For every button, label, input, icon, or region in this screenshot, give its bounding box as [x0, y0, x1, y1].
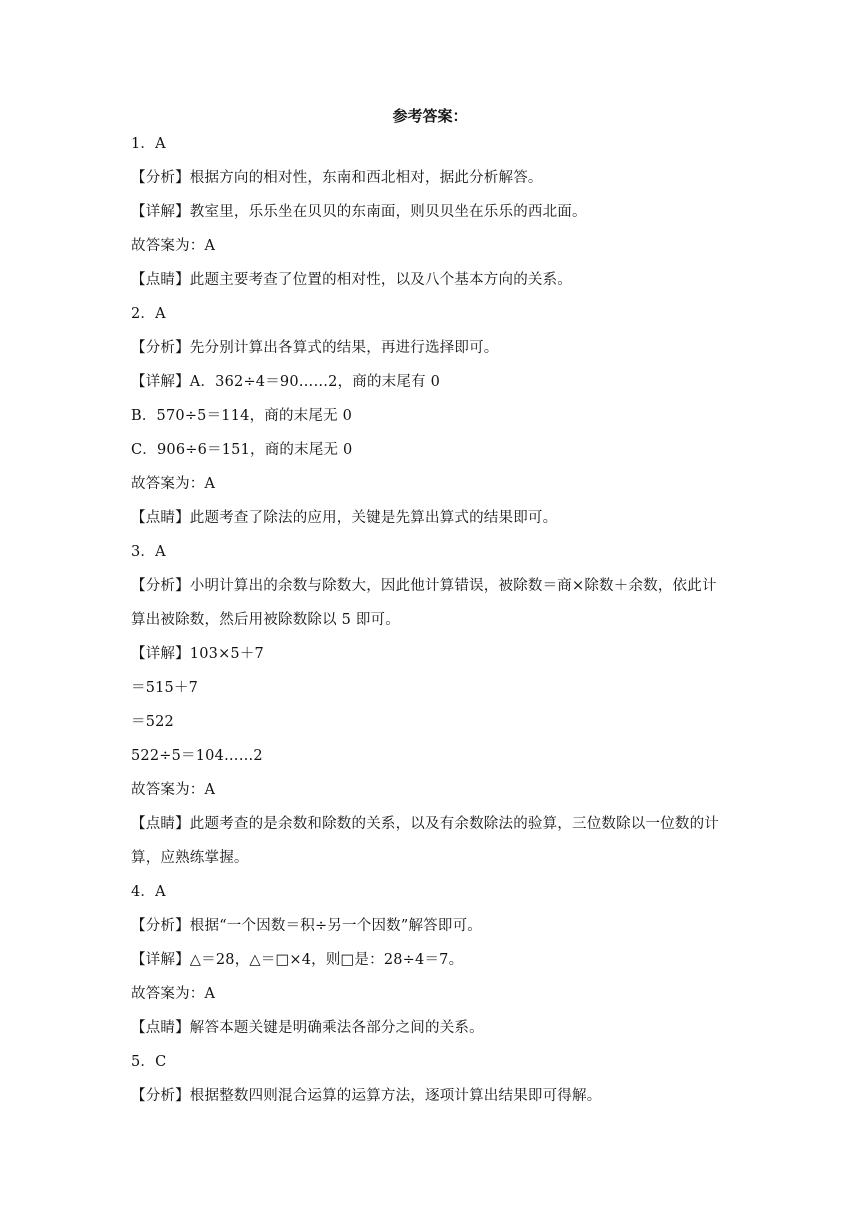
answer-line: 【详解】103×5＋7 — [131, 646, 264, 662]
answer-line: ＝522 — [131, 714, 174, 730]
answer-line: B．570÷5＝114，商的末尾无 0 — [131, 408, 353, 424]
answer-line: 4．A — [131, 884, 166, 900]
answer-line: 【分析】根据整数四则混合运算的运算方法，逐项计算出结果即可得解。 — [131, 1088, 602, 1104]
answer-line: 【点睛】解答本题关键是明确乘法各部分之间的关系。 — [131, 1020, 484, 1036]
answer-line: 算出被除数，然后用被除数除以 5 即可。 — [131, 612, 400, 628]
answer-line: 1．A — [131, 136, 166, 152]
answer-line: 【分析】先分别计算出各算式的结果，再进行选择即可。 — [131, 340, 499, 356]
answer-line: 2．A — [131, 306, 166, 322]
answer-line: 5．C — [131, 1054, 167, 1070]
answer-line: 【分析】根据方向的相对性，东南和西北相对，据此分析解答。 — [131, 170, 543, 186]
answer-line: 【分析】根据“一个因数＝积÷另一个因数”解答即可。 — [131, 918, 482, 934]
answer-line: ＝515＋7 — [131, 680, 199, 696]
answer-line: 故答案为：A — [131, 238, 216, 254]
answer-line: 【详解】教室里，乐乐坐在贝贝的东南面，则贝贝坐在乐乐的西北面。 — [131, 204, 587, 220]
answer-line: C．906÷6＝151，商的末尾无 0 — [131, 442, 353, 458]
page-title: 参考答案： — [392, 107, 468, 125]
answer-body — [131, 132, 741, 1118]
answer-line: 522÷5＝104……2 — [131, 748, 263, 764]
answer-line: 【点睛】此题考查的是余数和除数的关系，以及有余数除法的验算，三位数除以一位数的计 — [131, 816, 719, 832]
answer-line: 故答案为：A — [131, 782, 216, 798]
answer-line: 【点睛】此题考查了除法的应用，关键是先算出算式的结果即可。 — [131, 510, 558, 526]
answer-line: 算，应熟练掌握。 — [131, 850, 249, 866]
answer-line: 【分析】小明计算出的余数与除数大，因此他计算错误，被除数＝商×除数＋余数，依此计 — [131, 578, 717, 594]
answer-line: 【详解】△＝28，△＝□×4，则□是：28÷4＝7。 — [131, 952, 464, 968]
answer-line: 【点睛】此题主要考查了位置的相对性，以及八个基本方向的关系。 — [131, 272, 572, 288]
answer-line: 【详解】A．362÷4＝90……2，商的末尾有 0 — [131, 374, 441, 390]
answer-line: 3．A — [131, 544, 166, 560]
answer-line: 故答案为：A — [131, 986, 216, 1002]
answer-line: 故答案为：A — [131, 476, 216, 492]
